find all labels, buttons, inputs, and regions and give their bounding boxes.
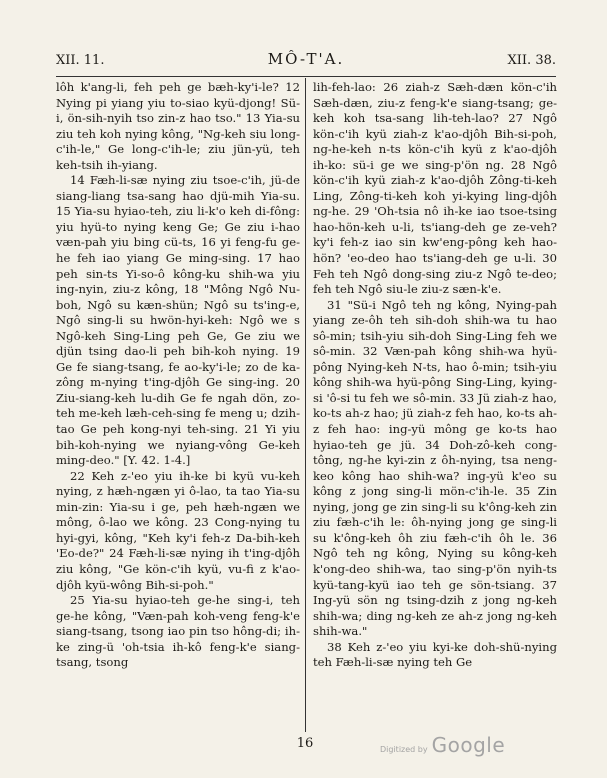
left-column [56, 80, 300, 730]
header-left-reference: XII. 11. [56, 53, 105, 68]
paragraph: lôh k'ang-li, feh peh ge bæh-ky'i-le? 12 Nying pi yiang yiu to-siao kyü-djong! Sü-i, ön-sih-nyih tso zin-z hao tso." 13 Yia-su ziu teh koh nying kông, "Ng-keh siu long-c'ih-le," Ge long-c'ih-le; ziu jün-yü, teh keh-tsih ih-yiang. [56, 80, 300, 172]
paragraph: 31 "Sü-i Ngô teh ng kông, Nying-pah yiang ze-ôh teh sih-doh shih-wa tu hao sô-min; tsih-yiu sih-doh Sing-Ling feh we sô-min. 32 Væn-pah kông shih-wa hyü-pông Nying-keh N-ts, hao ô-min; tsih-yiu kông shih-wa hyü-pông Sing-Ling, kying-si 'ô-si tu feh we sô-min. 33 Jü ziah-z hao, ko-ts ah-z hao; jü ziah-z feh hao, ko-ts ah-z feh hao: ing-yü mông ge ko-ts hao hyiao-teh ge jü. 34 Doh-zô-keh cong-tông, ng-he kyi-zin z ôh-nying, tsa neng-keo kông hao shih-wa? ing-yü k'eo su kông z jong sing-li mön-c'ih-le. 35 Zin nying, jong ge zin sing-li su k'ông-keh zin ziu fæh-c'ih le: ôh-nying jong ge sing-li su k'ông-keh ôh ziu fæh-c'ih ôh le. 36 Ngô teh ng kông, Nying su kông-keh k'ong-deo shih-wa, tao sing-p'ön nyih-ts kyü-tang-kyü iao teh ge sön-tsiang. 37 Ing-yü sön ng tsing-dzih z jong ng-keh shih-wa; ding ng-keh ze ah-z jong ng-keh shih-wa." [313, 297, 557, 639]
paragraph: 22 Keh z-'eo yiu ih-ke bi kyü vu-keh nying, z hæh-ngæn yi ô-lao, ta tao Yia-su min-zin: Yia-su i ge, peh hæh-ngæn we mông, ô-lao we kông. 23 Cong-nying tu hyi-gyi, kông, "Keh ky'i feh-z Da-bih-keh 'Eo-de?" 24 Fæh-li-sæ nying ih t'ing-djôh ziu kông, "Ge kön-c'ih kyü, vu-fi z k'ao-djôh kyü-wông Bih-si-poh." [56, 468, 300, 592]
column-divider [305, 78, 306, 732]
paragraph: lih-feh-lao: 26 ziah-z Sæh-dæn kön-c'ih Sæh-dæn, ziu-z feng-k'e siang-tsang; ge-keh koh tsa-sang lih-teh-lao? 27 Ngô kön-c'ih kyü ziah-z k'ao-djôh Bih-si-poh, ng-he-keh n-ts kön-c'ih kyü z k'ao-djôh ih-ko: sü-i ge we sing-p'ön ng. 28 Ngô kön-c'ih kyü ziah-z k'ao-djôh Zông-ti-keh Ling, Zông-ti-keh koh yi-kying ling-djôh ng-he. 29 'Oh-tsia nô ih-ke iao tsoe-tsing hao-hön-keh u-li, ts'iang-deh ge ze-veh? ky'i feh-z iao sin kw'eng-pông keh hao-hön? 'eo-deo hao ts'iang-deh ge u-li. 30 Feh teh Ngô dong-sing ziu-z Ngô te-deo; feh teh Ngô siu-le ziu-z sæn-k'e. [313, 80, 557, 297]
paragraph: 14 Fæh-li-sæ nying ziu tsoe-c'ih, jü-de siang-liang tsa-sang hao djü-mih Yia-su. 15 Yia-su hyiao-teh, ziu li-k'o keh di-fông: yiu hyü-to nying keng Ge; Ge ziu i-hao væn-pah yiu bing cü-ts, 16 yi feng-fu ge-he feh iao yiang Ge ming-sing. 17 hao peh sin-ts Yi-so-ô kông-ku shih-wa yiu ing-nyin, ziu-z kông, 18 "Mông Ngô Nu-boh, Ngô su kæn-shün; Ngô su ts'ing-e, Ngô sing-li su hwön-hyi-keh: Ngô we s Ngô-keh Sing-Ling peh Ge, Ge ziu we djün tsing dao-li peh bih-koh nying. 19 Ge fe siang-tsang, fe ao-ky'i-le; zo de ka-zông m-nying t'ing-djôh Ge sing-ing. 20 Ziu-siang-keh lu-dih Ge fe ngah dön, zo-teh me-keh læh-ceh-sing fe meng u; dzih-tao Ge peh kong-nyi teh-sing. 21 Yi yiu bih-koh-nying we nyiang-vông Ge-keh ming-deo." [Y. 42. 1-4.] [56, 173, 300, 468]
digitized-watermark [380, 733, 520, 757]
right-column [313, 80, 557, 730]
running-header [56, 50, 556, 70]
google-logo: Google [431, 733, 506, 757]
header-rule [56, 76, 556, 77]
book-title: MÔ-T'A. [267, 50, 345, 68]
watermark-prefix: Digitized by [380, 745, 428, 754]
paragraph: 38 Keh z-'eo yiu kyi-ke doh-shü-nying teh Fæh-li-sæ nying teh Ge [313, 639, 557, 670]
paragraph: 25 Yia-su hyiao-teh ge-he sing-i, teh ge-he kông, "Væn-pah koh-veng feng-k'e siang-tsang, tsong iao pin tso hông-di; ih-ke zing-ü 'oh-tsia ih-kô feng-k'e siang-tsang, tsong [56, 593, 300, 670]
page-number: 16 [296, 736, 314, 751]
header-right-reference: XII. 38. [507, 53, 556, 68]
